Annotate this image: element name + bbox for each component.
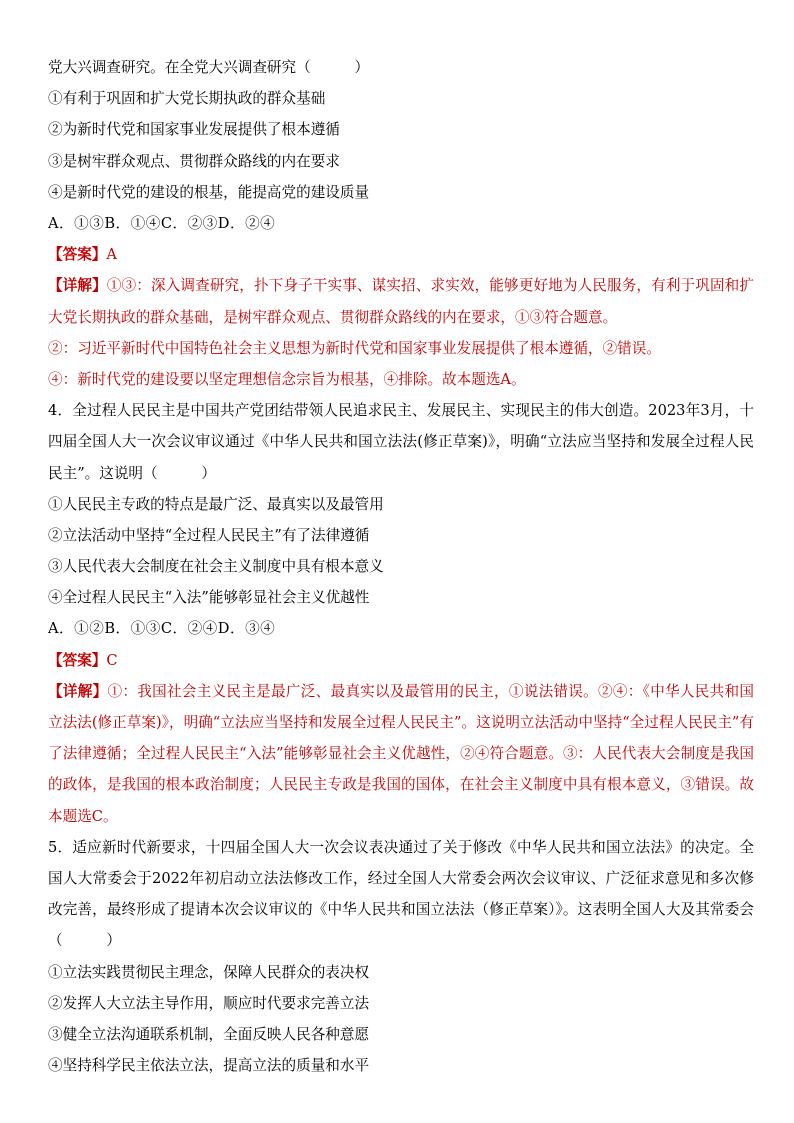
- q4-item-2: ②立法活动中坚持“全过程人民民主”有了法律遵循: [48, 526, 370, 544]
- answer-label: 【答案】: [48, 651, 107, 669]
- q3-detail-1: [48, 270, 754, 332]
- q4-item-3: ③人民代表大会制度在社会主义制度中具有根本意义: [48, 558, 384, 576]
- q3-options: A．①③B．①④C．②③D．②④: [48, 214, 276, 232]
- q3-stem-tail: 党大兴调查研究。在全党大兴调查研究（ ）: [48, 59, 370, 76]
- q5-item-2: ②发挥人大立法主导作用，顺应时代要求完善立法: [48, 994, 370, 1012]
- answer-value: A: [106, 246, 117, 264]
- q3-answer: [48, 239, 754, 270]
- answer-value: C: [106, 651, 118, 669]
- detail-text: ①③：深入调查研究，扑下身子干实事、谋实招、求实效，能够更好地为人民服务，有利于巩固和扩大党长期执政的群众基础，是树牢群众观点、贯彻群众路线的内在要求，①③符合题意。: [48, 277, 754, 326]
- q4-detail: [48, 676, 754, 832]
- detail-label: 【详解】: [48, 277, 107, 295]
- q4-answer: [48, 645, 754, 676]
- answer-label: 【答案】: [48, 246, 107, 264]
- q5-item-1: ①立法实践贯彻民主理念，保障人民群众的表决权: [48, 963, 370, 981]
- q3-detail-3: ④：新时代党的建设要以坚定理想信念宗旨为根基，④排除。故本题选A。: [48, 370, 526, 388]
- detail-text: ①：我国社会主义民主是最广泛、最真实以及最管用的民主，①说法错误。②④：《中华人民共和国立法法(修正草案)》，明确“立法应当坚持和发展全过程人民民主”。这说明立法活动中坚持“全过程人民民主”有了法律遵循；全过程人民民主“入法”能够彰显社会主义优越性，②④符合题意。③：人民代表大会制度是我国的政体，是我国的根本政治制度；人民民主专政是我国的国体，在社会主义制度中具有根本意义，③错误。故本题选C。: [48, 682, 754, 825]
- q3-item-2: ②为新时代党和国家事业发展提供了根本遵循: [48, 121, 340, 139]
- q3-item-1: ①有利于巩固和扩大党长期执政的群众基础: [48, 90, 326, 108]
- q5-stem: 5．适应新时代新要求，十四届全国人大一次会议表决通过了关于修改《中华人民共和国立法法》的决定。全国人大常委会于2022年初启动立法法修改工作，经过全国人大常委会两次会议审议、广泛征求意见和多次修改完善，最终形成了提请本次会议审议的《中华人民共和国立法法（修正草案）》。这表明全国人大及其常委会（ ）: [48, 838, 754, 950]
- q4-item-1: ①人民民主专政的特点是最广泛、最真实以及最管用: [48, 495, 384, 513]
- q3-item-4: ④是新时代党的建设的根基，能提高党的建设质量: [48, 183, 370, 201]
- q4-stem: 4．全过程人民民主是中国共产党团结带领人民追求民主、发展民主、实现民主的伟大创造。2023年3月，十四届全国人大一次会议审议通过《中华人民共和国立法法(修正草案)》，明确“立法应当坚持和发展全过程人民民主”。这说明（ ）: [48, 402, 754, 482]
- q5-item-4: ④坚持科学民主依法立法，提高立法的质量和水平: [48, 1057, 370, 1075]
- q3-item-3: ③是树牢群众观点、贯彻群众路线的内在要求: [48, 152, 340, 170]
- q3-detail-2: ②：习近平新时代中国特色社会主义思想为新时代党和国家事业发展提供了根本遵循，②错误。: [48, 339, 661, 357]
- detail-label: 【详解】: [48, 682, 108, 700]
- q5-item-3: ③健全立法沟通联系机制，全面反映人民各种意愿: [48, 1026, 370, 1044]
- q4-options: A．①②B．①③C．②④D．③④: [48, 620, 276, 638]
- q4-item-4: ④全过程人民民主“入法”能够彰显社会主义优越性: [48, 589, 370, 607]
